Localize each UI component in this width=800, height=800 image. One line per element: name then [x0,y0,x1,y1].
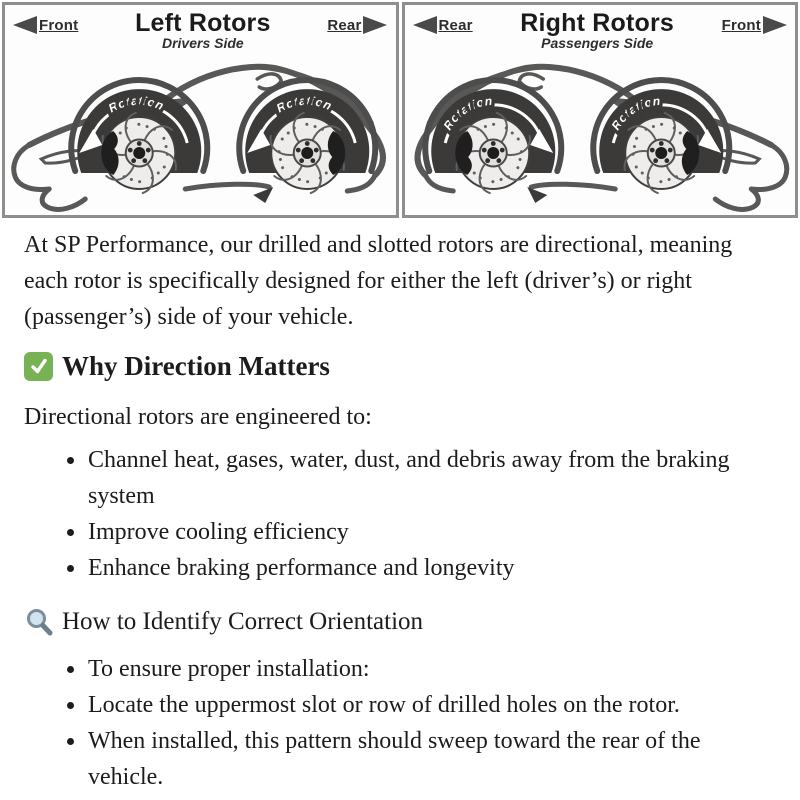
rotation-label: Rotation [274,93,335,116]
intro-paragraph: At SP Performance, our drilled and slotted rotors are directional, meaning each rotor is specifically designed for either the left (driver’s) or right (passenger’s) side of your vehicle. [24,232,733,330]
rotation-label: Rotation [440,93,493,133]
left-panel-header [5,5,396,51]
right-panel-header [405,5,796,51]
direction-label: Front [39,16,79,34]
direction-label: Front [721,16,761,34]
rotation-label: Rotation [608,93,661,133]
list-item: • To ensure proper installation: [87,651,770,687]
heading-text: How to Identify Correct Orientation [62,608,424,635]
arrow-right-icon [363,16,387,34]
steps-list [24,651,770,795]
panel-title: Left Rotors [135,9,271,37]
panel-title: Right Rotors [520,9,675,37]
arrow-right-icon [763,16,787,34]
arrow-left-icon [13,16,37,34]
front-direction-indicator [13,16,78,34]
list-item: • Enhance braking performance and longevity [87,550,770,586]
right-car-illustration [405,53,796,213]
article-body [0,227,800,795]
identify-orientation-heading [24,606,770,638]
list-item: • Improve cooling efficiency [87,514,770,550]
panel-subtitle: Passengers Side [541,35,654,52]
list-item: • Locate the uppermost slot or row of drilled holes on the rotor. [87,687,770,723]
heading-text: Why Direction Matters [62,351,330,381]
arrow-left-icon [413,16,437,34]
left-rotors-panel [2,2,399,218]
rear-direction-indicator [413,16,473,34]
right-rotors-panel [402,2,799,218]
front-direction-indicator [722,16,787,34]
engineered-lead: Directional rotors are engineered to: [24,404,372,430]
why-direction-heading [24,350,770,382]
rear-direction-indicator [327,16,387,34]
list-item: • Channel heat, gases, water, dust, and debris away from the braking system [87,442,770,514]
left-car-illustration [5,53,396,213]
rotor-direction-figure [0,0,800,218]
panel-subtitle: Drivers Side [161,35,244,52]
magnifying-glass-icon [24,607,54,637]
benefits-list [24,442,770,586]
check-mark-icon [24,352,53,381]
list-item: • When installed, this pattern should sweep toward the rear of the vehicle. [87,723,770,795]
rotation-label: Rotation [106,93,167,116]
left-panel-titleblock [135,10,271,51]
direction-label: Rear [327,16,362,34]
direction-label: Rear [438,16,473,34]
right-panel-titleblock [520,10,674,51]
